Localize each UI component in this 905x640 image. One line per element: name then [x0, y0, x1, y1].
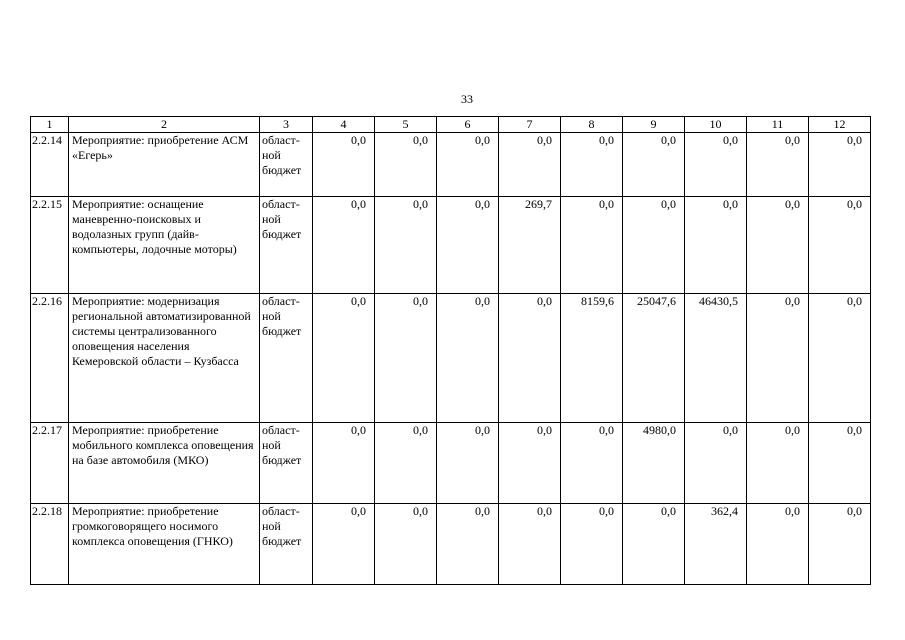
value-cell: 0,0 [747, 133, 809, 197]
table-row [31, 504, 871, 585]
value-cell: 8159,6 [561, 294, 623, 423]
budget-table [30, 116, 871, 585]
value-cell: 0,0 [499, 504, 561, 585]
column-number: 2 [69, 117, 260, 133]
column-number: 4 [313, 117, 375, 133]
value-cell: 0,0 [561, 197, 623, 294]
value-cell: 0,0 [437, 504, 499, 585]
value-cell: 0,0 [809, 294, 871, 423]
value-cell: 0,0 [561, 504, 623, 585]
table-row [31, 294, 871, 423]
funding-source: област-ной бюджет [260, 294, 313, 423]
row-code: 2.2.16 [31, 294, 69, 423]
table-row [31, 133, 871, 197]
value-cell: 0,0 [809, 504, 871, 585]
value-cell: 0,0 [375, 133, 437, 197]
value-cell: 0,0 [375, 423, 437, 504]
value-cell: 0,0 [499, 294, 561, 423]
page-number: 33 [461, 92, 473, 106]
value-cell: 0,0 [747, 423, 809, 504]
value-cell: 0,0 [747, 197, 809, 294]
value-cell: 0,0 [747, 294, 809, 423]
value-cell: 0,0 [809, 133, 871, 197]
table-header-row [31, 117, 871, 133]
column-number: 9 [623, 117, 685, 133]
value-cell: 0,0 [809, 423, 871, 504]
value-cell: 0,0 [685, 133, 747, 197]
value-cell: 0,0 [437, 197, 499, 294]
value-cell: 0,0 [561, 423, 623, 504]
column-number: 7 [499, 117, 561, 133]
row-name: Мероприятие: приобретение мобильного комплекса оповещения на базе автомобиля (МКО) [69, 423, 260, 504]
value-cell: 0,0 [375, 294, 437, 423]
table-row [31, 197, 871, 294]
value-cell: 0,0 [313, 294, 375, 423]
value-cell: 0,0 [499, 133, 561, 197]
funding-source: област-ной бюджет [260, 197, 313, 294]
value-cell: 0,0 [685, 423, 747, 504]
funding-source: област-ной бюджет [260, 423, 313, 504]
row-name: Мероприятие: оснащение маневренно-поисковых и водолазных групп (дайв-компьютеры, лодочные моторы) [69, 197, 260, 294]
value-cell: 0,0 [561, 133, 623, 197]
value-cell: 0,0 [313, 504, 375, 585]
value-cell: 0,0 [685, 197, 747, 294]
value-cell: 0,0 [375, 197, 437, 294]
value-cell: 0,0 [623, 504, 685, 585]
row-name: Мероприятие: модернизация региональной автоматизированной системы централизованного оповещения населения Кемеровской области – Кузбасса [69, 294, 260, 423]
value-cell: 25047,6 [623, 294, 685, 423]
row-name: Мероприятие: приобретение громкоговорящего носимого комплекса оповещения (ГНКО) [69, 504, 260, 585]
column-number: 8 [561, 117, 623, 133]
value-cell: 0,0 [437, 423, 499, 504]
funding-source: област-ной бюджет [260, 133, 313, 197]
value-cell: 0,0 [499, 423, 561, 504]
value-cell: 362,4 [685, 504, 747, 585]
row-code: 2.2.17 [31, 423, 69, 504]
column-number: 3 [260, 117, 313, 133]
value-cell: 0,0 [313, 423, 375, 504]
column-number: 11 [747, 117, 809, 133]
value-cell: 0,0 [437, 294, 499, 423]
value-cell: 269,7 [499, 197, 561, 294]
column-number: 5 [375, 117, 437, 133]
funding-source: област-ной бюджет [260, 504, 313, 585]
row-code: 2.2.15 [31, 197, 69, 294]
column-number: 1 [31, 117, 69, 133]
column-number: 12 [809, 117, 871, 133]
column-number: 6 [437, 117, 499, 133]
value-cell: 0,0 [623, 133, 685, 197]
value-cell: 0,0 [375, 504, 437, 585]
value-cell: 0,0 [313, 133, 375, 197]
table-row [31, 423, 871, 504]
value-cell: 0,0 [747, 504, 809, 585]
row-name: Мероприятие: приобретение АСМ «Егерь» [69, 133, 260, 197]
value-cell: 0,0 [313, 197, 375, 294]
row-code: 2.2.18 [31, 504, 69, 585]
value-cell: 0,0 [437, 133, 499, 197]
value-cell: 0,0 [809, 197, 871, 294]
value-cell: 46430,5 [685, 294, 747, 423]
value-cell: 0,0 [623, 197, 685, 294]
row-code: 2.2.14 [31, 133, 69, 197]
value-cell: 4980,0 [623, 423, 685, 504]
column-number: 10 [685, 117, 747, 133]
